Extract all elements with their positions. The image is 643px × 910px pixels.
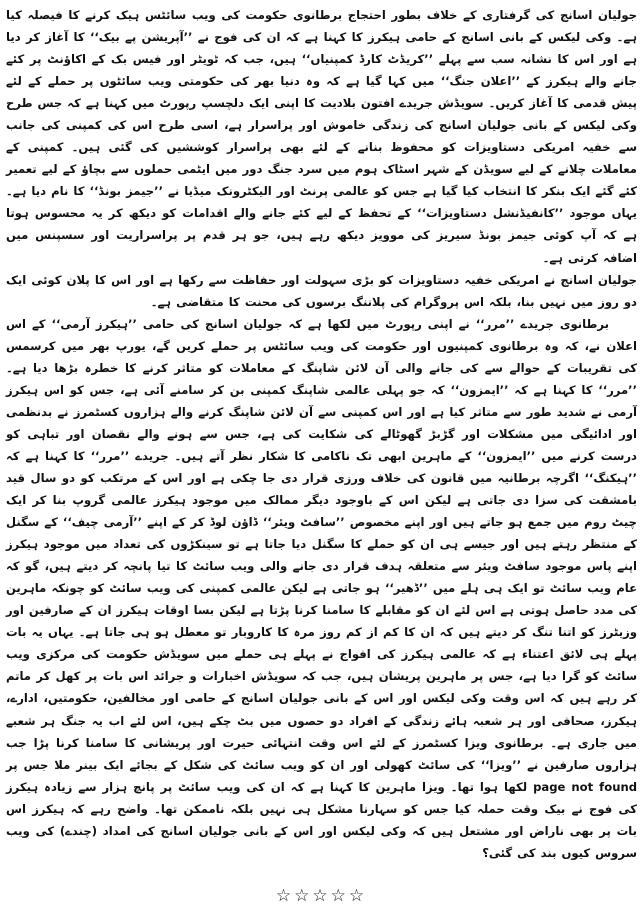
article-body xyxy=(6,4,637,864)
paragraph: جولیان اسانج نے امریکی خفیہ دستاویزات کو بڑی سہولت اور حفاظت سے رکھا ہے اور اس کا پلان کوئی ایک دو روز میں نہیں بنا، بلکہ اس پروگرام کی پلاننگ برسوں کی محنت کا متقاضی ہے۔ xyxy=(6,272,637,309)
star-ornament: ☆☆☆☆☆ xyxy=(275,886,368,906)
paragraph: جولیان اسانج کی گرفتاری کے خلاف بطور احتجاج برطانوی حکومت کی ویب سائٹس ہیک کرنے کا فیصلہ کیا ہے۔ وکی لیکس کے بانی اسانج کے حامی ہیکرز کا کہنا ہے کہ ان کی فوج نے ’’آپریشن پے بیک‘‘ کا آغاز کر دیا ہے اور اس کا نشانہ سب سے پہلے ’’کریڈٹ کارڈ کمپنیاں‘‘ ہیں، جب کہ ٹویٹر اور فیس بک کے اکاؤنٹ پر کئے جانے والے ہیکرز کے ’’اعلان جنگ‘‘ میں کہا گیا ہے کہ وہ دنیا بھر کی حکومتی ویب سائٹوں پر حملے کے لئے پیش قدمی کا آغاز کریں۔ سویڈش جریدے افتون بلادیت کا اپنی ایک دلچسپ رپورٹ میں کہنا ہے کہ جس طرح وکی لیکس کے بانی جولیان اسانج کی زندگی خاموش اور پراسرار ہے، اسی طرح اس کی کمپنی کی جانب سے خفیہ امریکی دستاویزات کو محفوظ بنانے کے لئے بھی پراسرار کوششیں کی گئی ہیں۔ کمپنی کے معاملات چلانے کے لیے سویڈن کے شہر اسٹاک ہوم میں سرد جنگ دور میں ایٹمی حملوں سے بچاؤ کے لیے تعمیر کئے گئے ایک بنکر کا انتخاب کیا گیا ہے جس کو عالمی پرنٹ اور الیکٹرونک میڈیا نے ’’جیمز بونڈ‘‘ کا نام دیا ہے۔ یہاں موجود ’’کانفیڈنشل دستاویزات‘‘ کے تحفظ کے لیے کئے جانے والے اقدامات کو دیکھ کر یہ محسوس ہوتا ہے کہ آپ کوئی جیمز بونڈ سیریز کی موویز دیکھ رہے ہیں، جو ہر قدم پر پراسراریت اور سسپنس میں اضافہ کرتی ہے۔ xyxy=(6,8,637,265)
paragraph: برطانوی جریدے ’’مرر‘‘ نے اپنی رپورٹ میں لکھا ہے کہ جولیان اسانج کی حامی ’’ہیکرز آرمی‘‘ کے اس اعلان نے، کہ وہ برطانوی کمپنیوں اور حکومت کی ویب سائٹس پر حملے کریں گے، یورپ بھر میں کرسمس کی تقریبات کے حوالے سے کی جانے والی آن لائن شاپنگ کے معاملات کو متاثر کرنے کا خطرہ بڑھا دیا ہے۔ ’’مرر‘‘ کا کہنا ہے کہ ’’ایمزون‘‘ کہ جو پہلی عالمی شاپنگ کمپنی بن کر سامنے آئی ہے، جس کو اس ہیکرز آرمی نے شدید طور سے متاثر کیا ہے اور اس کمپنی سے آن لائن شاپنگ کرنے والے ہزاروں کسٹمرز نے بدنظمی اور ادائیگی میں مشکلات اور گڑبڑ گھوٹالے کی شکایت کی ہے، جس سے ہونے والے نقصان اور تباہی کو درست کرنے میں ’’ایمزون‘‘ کے ماہرین ابھی تک ناکامی کا شکار نظر آتے ہیں۔ جریدے ’’مرر‘‘ کا کہنا ہے کہ ’’ہیکنگ‘‘ اگرچہ برطانیہ میں قانون کی خلاف ورزی قرار دی جا چکی ہے اور اس کے مرتکب کو دو سال قید بامشقت کی سزا دی جاتی ہے لیکن اس کے باوجود دیگر ممالک میں موجود ہیکرز عالمی گروپ بنا کر ایک چیٹ روم میں جمع ہو جاتے ہیں اور اپنے مخصوص ’’سافٹ ویئر‘‘ ڈاؤن لوڈ کر کے اپنے ’’آرمی چیف‘‘ کے سگنل کے منتظر رہتے ہیں اور جیسے ہی ان کو حملے کا سگنل دیا جاتا ہے تو سینکڑوں کی تعداد میں موجود ہیکرز اپنے پاس موجود سافٹ ویئر سے متعلقہ ہدف قرار دی جانے والی ویب سائٹ کا تیا پانچہ کر دیتے ہیں، گو کہ عام ویب سائٹ تو ایک ہی ہلے میں ’’ڈھیر‘‘ ہو جاتی ہے لیکن عالمی کمپنی کی ویب سائٹ کو چونکہ ماہرین کی مدد حاصل ہوتی ہے اس لئے ان کو مقابلے کا سامنا کرنا پڑتا ہے لیکن بسا اوقات ہیکرز ان کے صارفین اور وزیٹرز کو اتنا تنگ کر دیتے ہیں کہ ان کا کم از کم روز مرہ کا کاروبار تو معطل ہو ہی جاتا ہے۔ یہاں یہ بات پہلے ہی لائق اعتناء ہے کہ عالمی ہیکرز کی افواج نے پہلے ہی حملے میں سویڈش حکومت کی مرکزی ویب سائٹ کو گرا دیا ہے، جس پر ماہرین پریشان ہیں، جب کہ سویڈش اخبارات و جرائد اس بات پر کھل کر ماتم کر رہے ہیں کہ اس وقت وکی لیکس اور اس کے بانی جولیان اسانج کے حامی اور مخالفین، حکومتیں، ادارے، ہیکرز، صحافی اور ہر شعبہ ہائے زندگی کے افراد دو حصوں میں بٹ چکے ہیں، اس لئے اب یہ جنگ ہر شعبے میں جاری ہے۔ برطانوی ویزا کسٹمرز کے لئے اس وقت انتہائی حیرت اور پریشانی کا سامنا کرنا پڑا جب ہزاروں صارفین نے ’’ویزا‘‘ کی سائٹ کھولی اور ان کو ویب سائٹ کی شکل کے بجائے ایک بینر ملا جس پر page not found لکھا ہوا تھا۔ ویزا ماہرین کا کہنا ہے کہ ان کی ویب سائٹ پر پانچ ہزار سے زیادہ ہیکرز کی فوج نے بیک وقت حملہ کیا جس کو سہارنا مشکل ہی نہیں بلکہ ناممکن تھا۔ واضح رہے کہ ہیکرز اس بات پر بھی ناراض اور مشتعل ہیں کہ وکی لیکس اور اس کے بانی جولیان اسانج کی امداد (چندے) کی ویب سروس کیوں بند کی گئی؟ xyxy=(6,316,637,860)
